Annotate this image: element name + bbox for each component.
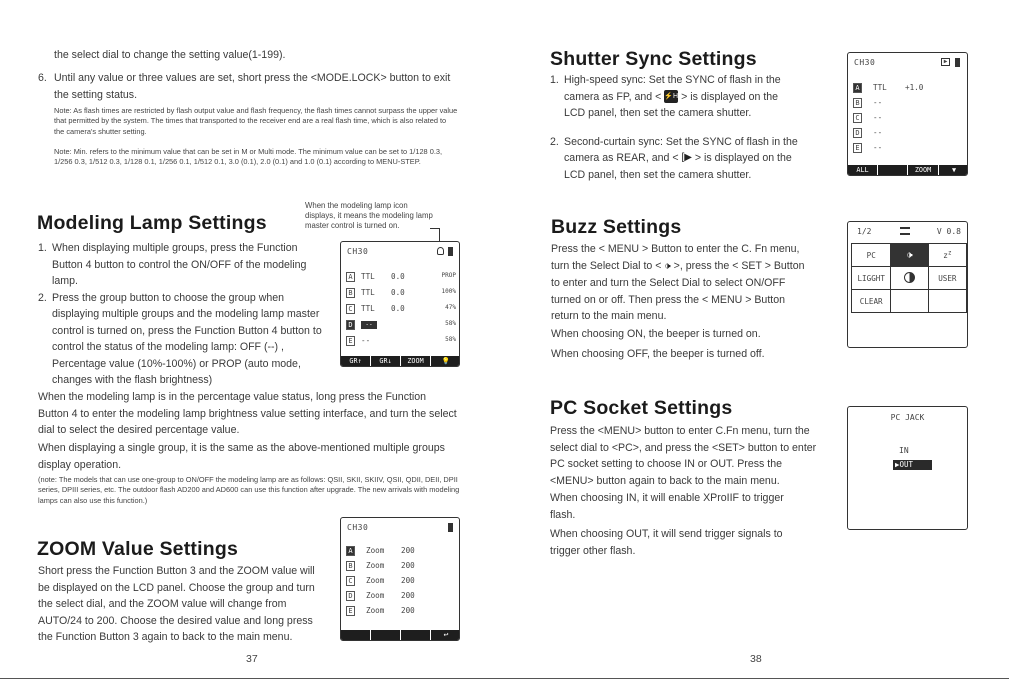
menu-cell-contrast <box>891 267 928 290</box>
shutter-sync-title: Shutter Sync Settings <box>550 48 757 70</box>
modeling-lamp-list <box>38 240 328 389</box>
lcd-function-bar <box>341 356 459 366</box>
lamp-value: PROP <box>441 272 456 279</box>
function-empty <box>878 165 908 175</box>
group-mode: TTL <box>361 272 375 281</box>
list-item-text-post: > is displayed on the LCD panel, then set the camera shutter. <box>564 90 779 119</box>
group-mode: TTL <box>873 83 887 92</box>
group-row <box>853 98 963 108</box>
menu-indicator-icon <box>900 227 910 235</box>
zoom-row <box>346 576 456 586</box>
battery-icon <box>955 58 960 67</box>
menu-row <box>852 267 967 290</box>
back-icon: ↩ <box>443 630 449 639</box>
zoom-value: 200 <box>401 546 415 555</box>
zoom-row <box>346 606 456 616</box>
high-speed-sync-icon: ⚡H <box>664 90 678 103</box>
pc-para-2: When choosing IN, it will enable XProIIF to trigger flash. <box>550 492 784 521</box>
group-box: E <box>346 606 355 616</box>
zoom-label: Zoom <box>366 606 385 615</box>
group-box: C <box>346 576 355 586</box>
group-box: A <box>346 272 355 282</box>
list-item <box>38 240 328 290</box>
function-zoom: ZOOM <box>401 356 431 366</box>
callout-line <box>430 228 439 229</box>
lcd-channel: CH30 <box>347 523 369 532</box>
zoom-value: 200 <box>401 591 415 600</box>
zoom-para: Short press the Function Button 3 and the ZOOM value will be displayed on the LCD panel. Choose the group and turn the select dial, and the ZOOM value will change from AUTO/24 to 200. Choose the desired value and long press the Function Button 3 again to back to the main menu. <box>38 565 315 643</box>
lcd-channel: CH30 <box>854 58 876 67</box>
group-mode: TTL <box>361 304 375 313</box>
modeling-para-1: When the modeling lamp is in the percentage value status, long press the Function Button 4 to enter the modeling lamp brightness value setting interface, and turn the select dial to select the desired percentage value. <box>38 391 457 436</box>
list-item-number: 2. <box>38 291 47 304</box>
modeling-note: (note: The models that can use one-group to ON/OFF the modeling lamp are as follows: QSII, SKII, SKIIV, QSII, QDII, DEII, DPII series, DPIII series, etc. The outdoor flash AD200 and AD600 can use this function after upgrade. The new arrivals with modeling lamps can also use this function.) <box>38 475 460 505</box>
group-row <box>346 320 456 330</box>
zoom-value: 200 <box>401 606 415 615</box>
modeling-para-2: When displaying a single group, it is the same as the above-mentioned multiple groups display operation. <box>38 442 445 471</box>
sync-indicator-icon: ▶ <box>941 58 950 66</box>
list-item-number: 1. <box>550 74 559 86</box>
buzz-text-post: >, press the < SET > Button to enter and turn the Select Dial to select ON/OFF turned on or off. Then press the < MENU > Button return to the main menu. <box>551 259 805 322</box>
list-item <box>550 134 800 184</box>
menu-row <box>852 244 967 267</box>
zoom-label: Zoom <box>366 561 385 570</box>
menu-cell-clear: CLEAR <box>852 290 891 313</box>
bulb-icon <box>437 247 444 255</box>
buzz-para-3: When choosing OFF, the beeper is turned off. <box>551 348 765 360</box>
lamp-value: 58% <box>445 336 456 343</box>
lcd-function-bar <box>848 165 967 175</box>
battery-icon <box>448 523 453 532</box>
group-box: B <box>853 98 862 108</box>
pc-para-1: Press the <MENU> button to enter C.Fn menu, turn the select dial to <PC>, and press the <SET> button to enter PC socket setting to choose IN or OUT. Press the <MENU> button again to back to the main menu. <box>550 425 817 487</box>
function-group-down: GR↓ <box>371 356 401 366</box>
group-row <box>853 128 963 138</box>
function-all: ALL <box>848 165 878 175</box>
zoom-title: ZOOM Value Settings <box>37 538 238 560</box>
buzz-text-pre: Press the < MENU > Button to enter the C. Fn menu, turn the Select Dial to < <box>551 243 800 272</box>
list-item-text: When displaying multiple groups, press the Function Button 4 button to control the ON/OFF of the modeling lamp. <box>52 242 307 287</box>
lcd-pc-jack <box>847 406 968 530</box>
zoom-row <box>346 546 456 556</box>
page-number-left: 37 <box>246 653 258 665</box>
function-down: ▼ <box>951 166 957 174</box>
group-mode: -- <box>361 336 371 345</box>
step-6 <box>38 70 456 103</box>
group-mode-highlight: -- <box>361 321 377 329</box>
lcd-channel: CH30 <box>347 247 369 256</box>
menu-row <box>852 290 967 313</box>
list-item-text-pre: Second-curtain sync: Set the SYNC of flash in the camera as REAR, and < <box>564 135 798 165</box>
group-box: D <box>346 320 355 330</box>
menu-cell-pc: PC <box>852 244 891 267</box>
menu-cell-empty <box>891 290 928 313</box>
group-row <box>853 83 963 93</box>
step-6-number: 6. <box>38 72 47 84</box>
step-6-text: Until any value or three values are set, short press the <MODE.LOCK> button to exit the setting status. <box>54 72 451 101</box>
rear-sync-icon: [▶ <box>681 152 692 163</box>
list-item <box>38 290 328 389</box>
zoom-label: Zoom <box>366 576 385 585</box>
menu-cell-sleep <box>928 244 966 267</box>
menu-page: 1/2 <box>857 227 872 236</box>
group-mode: -- <box>873 113 883 122</box>
modeling-lamp-callout: When the modeling lamp icon displays, it means the modeling lamp master control is turned on. <box>305 201 433 231</box>
group-box: D <box>853 128 862 138</box>
shutter-sync-list <box>550 72 800 183</box>
list-item-number: 2. <box>550 135 559 148</box>
zoom-value: 200 <box>401 561 415 570</box>
group-box: A <box>346 546 355 556</box>
zoom-row <box>346 591 456 601</box>
function-group-up: GR↑ <box>341 356 371 366</box>
group-row <box>853 143 963 153</box>
cfn-menu-grid <box>851 243 967 313</box>
lamp-value: 47% <box>445 304 456 311</box>
bottom-divider <box>0 678 1009 679</box>
function-zoom: ZOOM <box>908 165 939 175</box>
function-lamp: 💡 <box>441 357 451 365</box>
group-mode: TTL <box>361 288 375 297</box>
list-item-text-pre: High-speed sync: Set the SYNC of flash in the camera as FP, and < <box>564 74 781 103</box>
group-mode: -- <box>873 143 883 152</box>
pc-jack-option-in: IN <box>899 446 909 455</box>
note-flash-times: Note: As flash times are restricted by flash output value and flash frequency, the flash times cannot surpass the upper value that permitted by the system. The times that transported to the receiver end are a real flash time, which is also related to the camera's shutter setting. <box>54 106 458 136</box>
zoom-row <box>346 561 456 571</box>
lcd-zoom <box>340 517 460 641</box>
group-value: +1.0 <box>905 83 924 92</box>
speaker-icon: 🕩 <box>664 260 671 272</box>
lcd-function-bar <box>341 630 459 640</box>
group-mode: -- <box>873 128 883 137</box>
lcd-shutter-sync <box>847 52 968 176</box>
modeling-lamp-title: Modeling Lamp Settings <box>37 212 267 234</box>
zoom-value: 200 <box>401 576 415 585</box>
group-mode: -- <box>873 98 883 107</box>
group-row <box>346 336 456 346</box>
pc-jack-title: PC JACK <box>890 413 925 422</box>
sleep-icon: $z^z$ <box>943 249 952 261</box>
list-item-text: Press the group button to choose the group when displaying multiple groups and the modeling lamp master control is turned on, press the Function Button 4 button to control the status of the modeling lamp: OFF (--) , Percentage value (10%-100%) or PROP (auto mode, changes with the flash brightness) <box>52 291 322 386</box>
group-value: 0.0 <box>391 272 405 281</box>
pc-para-3: When choosing OUT, it will send trigger signals to trigger other flash. <box>550 528 783 557</box>
group-row <box>346 304 456 314</box>
menu-cell-user: USER <box>928 267 966 290</box>
page-number-right: 38 <box>750 653 762 665</box>
group-box: A <box>853 83 862 93</box>
firmware-version: V 0.8 <box>936 227 961 236</box>
group-row <box>346 288 456 298</box>
menu-cell-empty <box>928 290 966 313</box>
lamp-value: 58% <box>445 320 456 327</box>
group-box: E <box>853 143 862 153</box>
menu-cell-light: LIGGHT <box>852 267 891 290</box>
lcd-modeling-lamp <box>340 241 460 367</box>
menu-cell-buzz <box>891 244 928 267</box>
list-item-text-post: > is displayed on the LCD panel, then set the camera shutter. <box>564 152 792 181</box>
group-box: C <box>853 113 862 123</box>
list-item <box>550 72 800 122</box>
lamp-value: 100% <box>441 288 456 295</box>
group-value: 0.0 <box>391 304 405 313</box>
zoom-label: Zoom <box>366 546 385 555</box>
pc-jack-option-out: ▶OUT <box>893 460 932 470</box>
battery-icon <box>448 247 453 256</box>
contrast-icon <box>904 272 915 283</box>
zoom-label: Zoom <box>366 591 385 600</box>
intro-line: the select dial to change the setting value(1-199). <box>54 49 286 61</box>
pc-socket-title: PC Socket Settings <box>550 397 733 419</box>
group-box: B <box>346 288 355 298</box>
group-box: C <box>346 304 355 314</box>
buzz-title: Buzz Settings <box>551 216 682 238</box>
list-item-number: 1. <box>38 242 47 254</box>
lcd-buzz-menu <box>847 221 968 348</box>
buzz-para-2: When choosing ON, the beeper is turned on. <box>551 328 761 340</box>
buzz-para-1 <box>551 241 813 325</box>
group-box: D <box>346 591 355 601</box>
group-row <box>853 113 963 123</box>
note-min-values: Note: Min. refers to the minimum value that can be set in M or Multi mode. The minimum value can be set to 1/128 0.3, 1/256 0.3, 1/512 0.3, 1/128 0.1, 1/256 0.1, 1/512 0.1, 3.0 (0.1), 2.0 (0.1) and 1.0 (0.1) according to MENU-STEP. <box>54 147 443 167</box>
speaker-icon: 🕩 <box>906 249 913 261</box>
group-value: 0.0 <box>391 288 405 297</box>
group-box: E <box>346 336 355 346</box>
group-box: B <box>346 561 355 571</box>
group-row <box>346 272 456 282</box>
